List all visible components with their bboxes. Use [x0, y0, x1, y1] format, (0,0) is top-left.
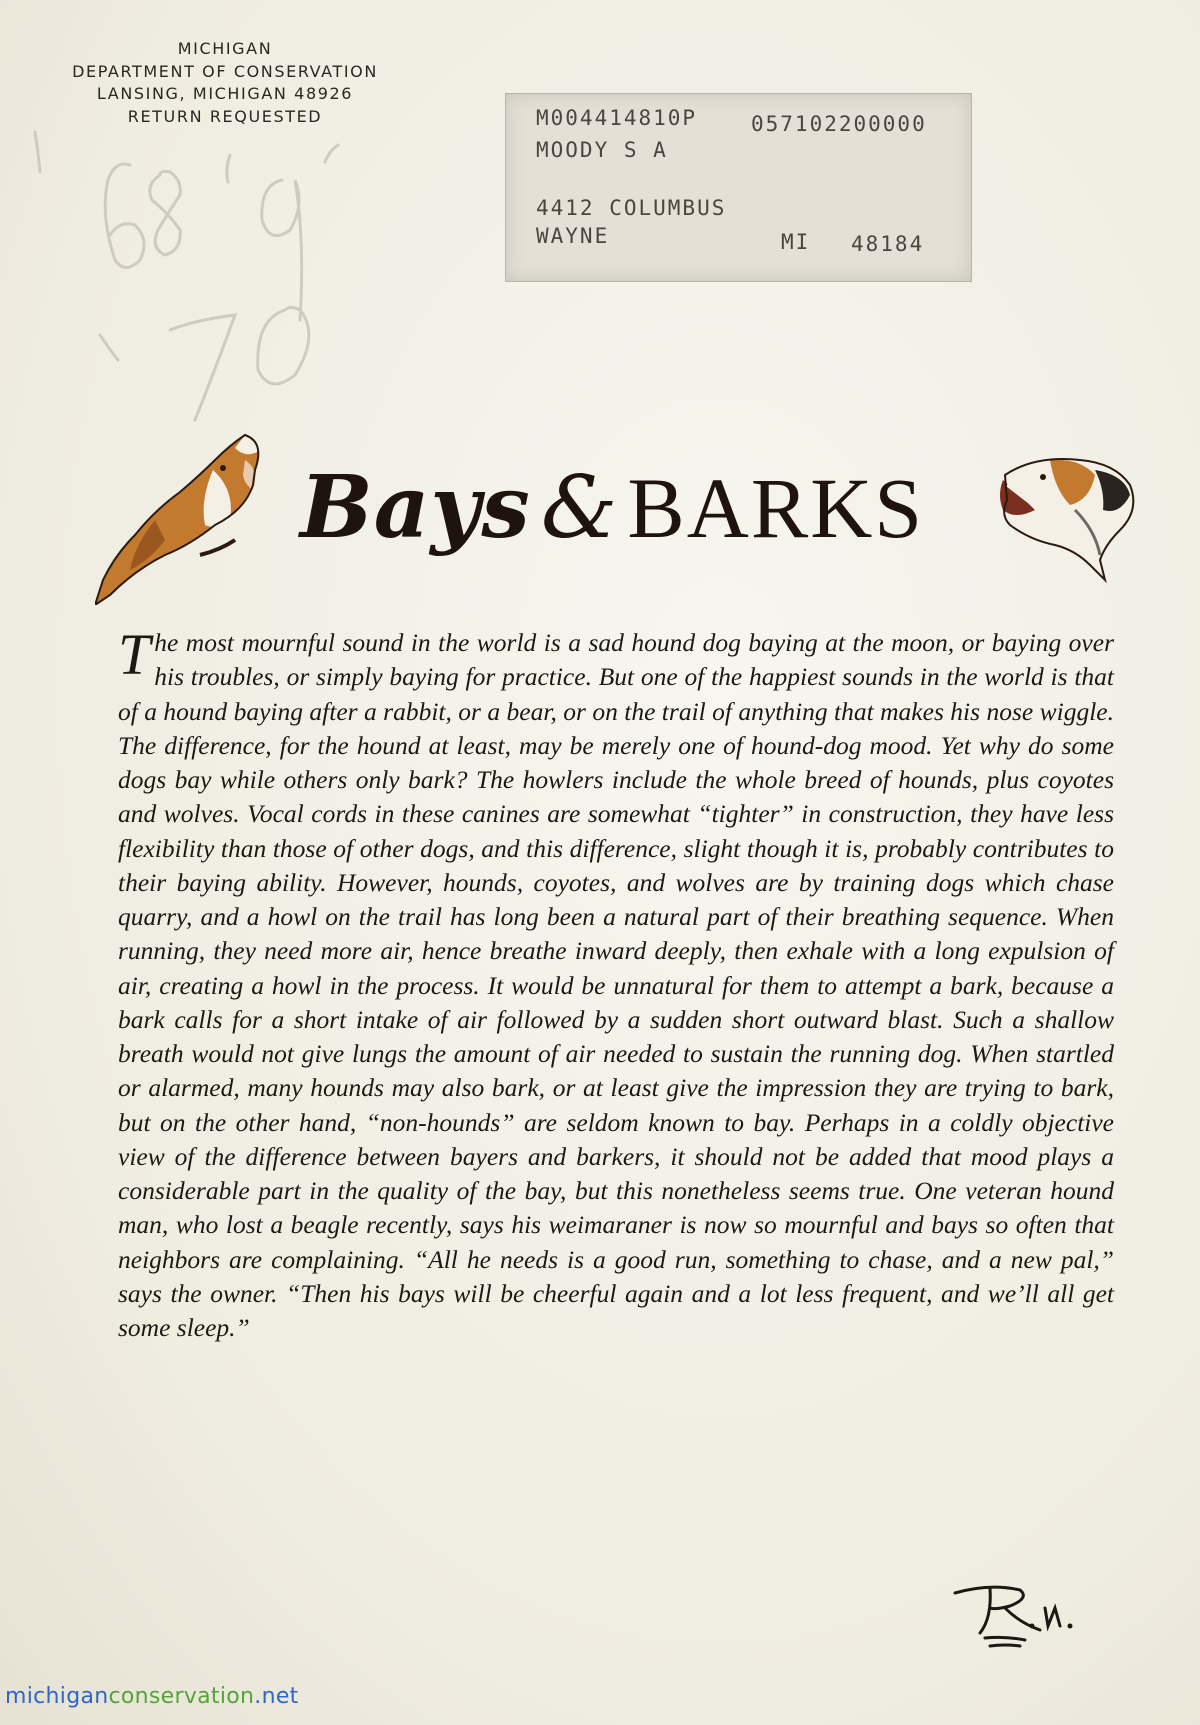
title-bays: Bays	[300, 457, 531, 558]
return-address-line-3: LANSING, MICHIGAN 48926	[96, 84, 354, 103]
barking-dog-icon	[995, 455, 1145, 590]
return-address-line-4: RETURN REQUESTED	[127, 106, 323, 126]
return-address-line-2: DEPARTMENT OF CONSERVATION	[72, 61, 378, 81]
title-ampersand: &	[540, 458, 618, 558]
title-banner	[95, 430, 1145, 600]
mailing-label	[505, 93, 972, 282]
signature-rm	[950, 1578, 1090, 1653]
drop-cap: T	[118, 622, 151, 687]
baying-hound-icon	[95, 430, 285, 605]
label-name: MOODY S A	[536, 138, 668, 162]
return-address-line-1: MICHIGAN	[177, 39, 273, 58]
article-title	[300, 458, 1080, 558]
label-city: WAYNE	[536, 224, 610, 248]
article-text: he most mournful sound in the world is a sad hound dog baying at the moon, or baying over his troubles, or simply baying for practice. But one of the happiest sounds in the world is that of a hound baying after a rabbit, or a bear, or on the trail of anything that makes his nose wiggle. The difference, for the hound at least, may be merely one of hound-dog mood. Yet why do some dogs bay while others only bark? The howlers include the whole breed of hounds, plus coyotes and wolves. Vocal cords in these canines are somewhat “tighter” in construction, they have less flexibility than those of other dogs, and this difference, slight though it is, probably contributes to their baying ability. However, hounds, coyotes, and wolves are by training dogs which chase quarry, and a howl on the trail has long been a natural part of their breathing sequence. When running, they need more air, hence breathe inward deeply, then exhale with a long expulsion of air, creating a howl in the process. It would be unnatural for them to attempt a bark, because a bark calls for a short intake of air followed by a sudden short outward blast. Such a shallow breath would not give lungs the amount of air needed to sustain the running dog. When startled or alarmed, many hounds may also bark, or at least give the impression they are trying to bark, but on the other hand, “non-hounds” are seldom known to bay. Perhaps in a coldly objective view of the difference between bayers and barkers, it should not be added that mood plays a considerable part in the quality of the bay, but this nonetheless seems true. One veteran hound man, who lost a beagle recently, says his weimaraner is now so mournful and bays so often that neighbors are complaining. “All he needs is a good run, something to chase, and a new pal,” says the owner. “Then his bays will be cheerful again and a lot less frequent, and we’ll all get some sleep.”	[118, 628, 1114, 1342]
label-code: M004414810P	[536, 106, 698, 130]
label-code-right: 057102200000	[751, 112, 927, 136]
footer-url[interactable]: michiganconservation.net	[5, 1684, 299, 1709]
return-address	[30, 38, 420, 128]
label-street: 4412 COLUMBUS	[536, 196, 727, 220]
label-state: MI	[781, 230, 811, 254]
handwritten-years	[20, 120, 380, 450]
title-barks: BARKS	[627, 460, 925, 556]
label-zip: 48184	[851, 232, 925, 256]
article-body	[118, 622, 1114, 1345]
